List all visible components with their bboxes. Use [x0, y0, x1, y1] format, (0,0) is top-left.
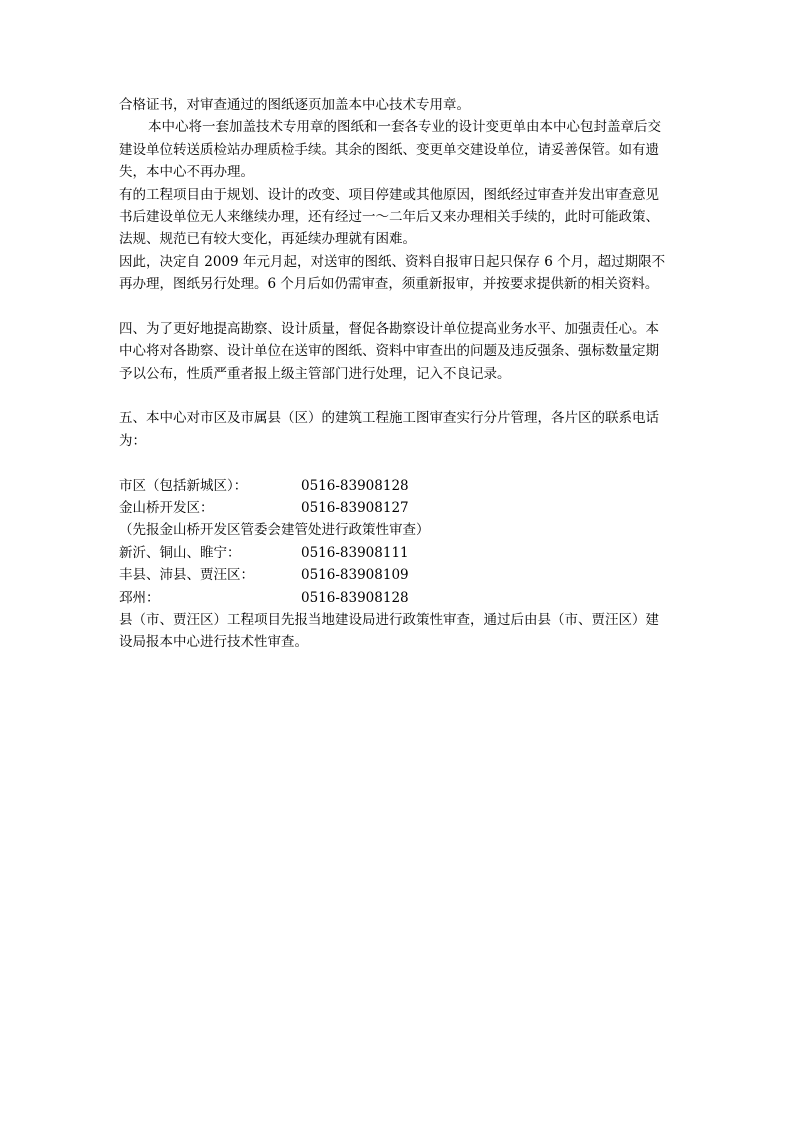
contact-phone: 0516-83908127 — [301, 500, 409, 517]
contact-note: （先报金山桥开发区管委会建管处进行政策性审查） — [119, 522, 430, 539]
paragraph-certificate — [119, 94, 677, 296]
contact-row-urban — [119, 475, 677, 497]
paragraph-section-5 — [119, 407, 677, 452]
paragraph-gap — [119, 296, 677, 318]
text-line: 五、本中心对市区及市属县（区）的建筑工程施工图审查实行分片管理，各片区的联系电话 — [119, 410, 659, 427]
text-line: 合格证书，对审查通过的图纸逐页加盖本中心技术专用章。 — [119, 97, 470, 113]
text-line: 四、为了更好地提高勘察、设计质量，督促各勘察设计单位提高业务水平、加强责任心。本 — [119, 320, 659, 337]
contact-area: 新沂、铜山、睢宁： — [119, 544, 241, 561]
text-line: 法规、规范已有较大变化，再延续办理就有困难。 — [119, 231, 416, 248]
text-line: 有的工程项目由于规划、设计的改变、项目停建或其他原因，图纸经过审查并发出审查意见 — [119, 186, 659, 203]
contact-row-xinyi — [119, 542, 677, 564]
paragraph-gap — [119, 385, 677, 407]
text-line: 县（市、贾汪区）工程项目先报当地建设局进行政策性审查，通过后由县（市、贾汪区）建 — [119, 611, 659, 628]
text-line: 本中心将一套加盖技术专用章的图纸和一套各专业的设计变更单由本中心包封盖章后交 — [148, 119, 661, 136]
paragraph-section-4 — [119, 318, 677, 385]
document-body — [119, 94, 677, 654]
contact-phone: 0516-83908128 — [301, 589, 409, 606]
contact-area: 市区（包括新城区）： — [119, 477, 248, 494]
text-line: 失，本中心不再办理。 — [119, 164, 254, 181]
paragraph-closing — [119, 609, 677, 654]
contact-phone: 0516-83908109 — [301, 567, 409, 584]
contact-row-fengxian — [119, 564, 677, 586]
contact-area: 邳州： — [119, 589, 160, 606]
text-line: 中心将对各勘察、设计单位在送审的图纸、资料中审查出的问题及违反强条、强标数量定期 — [119, 343, 659, 360]
contact-phone: 0516-83908128 — [301, 477, 409, 494]
text-line: 设局报本中心进行技术性审查。 — [119, 634, 308, 651]
text-line: 建设单位转送质检站办理质检手续。其余的图纸、变更单交建设单位，请妥善保管。如有遗 — [119, 141, 659, 158]
text-line: 因此，决定自 2009 年元月起，对送审的图纸、资料自报审日起只保存 6 个月，超过期限不 — [119, 253, 666, 270]
contact-area: 金山桥开发区： — [119, 500, 214, 517]
paragraph-gap — [119, 452, 677, 474]
text-line: 再办理，图纸另行处理。6 个月后如仍需审查，须重新报审，并按要求提供新的相关资料。 — [119, 276, 659, 293]
contact-row-jinshanqiao — [119, 497, 677, 519]
text-line: 予以公布，性质严重者报上级主管部门进行处理，记入不良记录。 — [119, 365, 511, 382]
contact-row-pizhou — [119, 587, 677, 609]
text-line: 书后建设单位无人来继续办理，还有经过一～二年后又来办理相关手续的，此时可能政策、 — [119, 208, 659, 225]
contact-list — [119, 475, 677, 609]
text-line: 为： — [119, 432, 146, 449]
contact-area: 丰县、沛县、贾汪区： — [119, 567, 254, 584]
contact-phone: 0516-83908111 — [301, 544, 409, 561]
